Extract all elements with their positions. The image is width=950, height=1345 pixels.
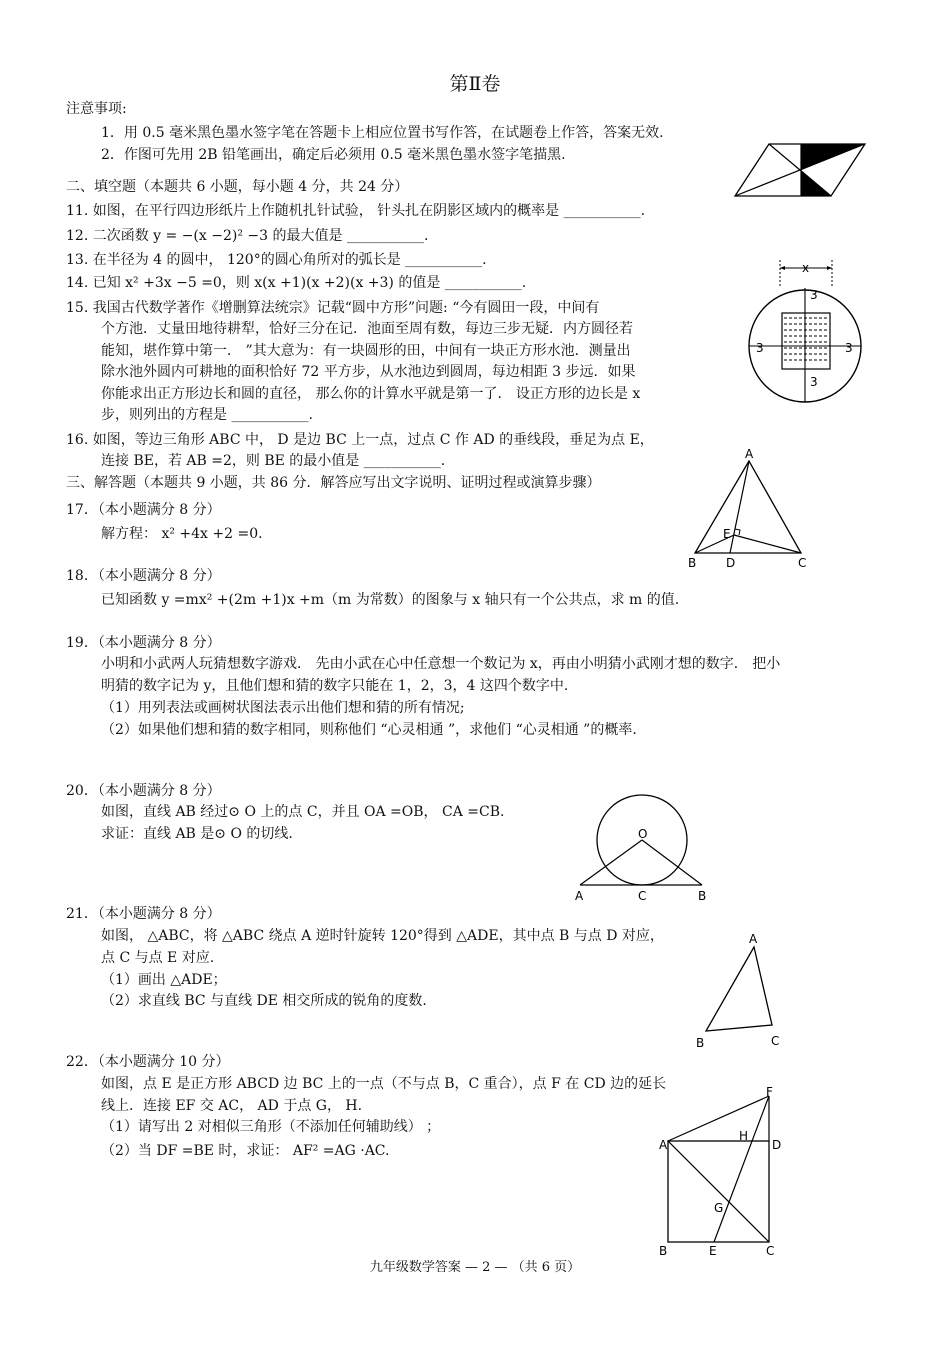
question-19-line-2: 明猜的数字记为 y，且他们想和猜的数字只能在 1，2，3，4 这四个数字中.	[101, 678, 569, 694]
question-20-line-1: 如图，直线 AB 经过⊙ O 上的点 C，并且 OA =OB， CA =CB.	[101, 804, 505, 820]
question-15-line-4: 除水池外圆内可耕地的面积恰好 72 平方步，从水池边到圆周，每边相距 3 步远．如果	[101, 364, 636, 380]
figure-q20-label-a: A	[575, 889, 584, 903]
figure-q22-label-b: B	[659, 1244, 668, 1258]
question-11: 11. 如图，在平行四边形纸片上作随机扎针试验， 针头扎在阴影区域内的概率是 ___________.	[66, 203, 646, 219]
figure-q15-label-left: 3	[756, 341, 764, 355]
figure-q16-label-c: C	[798, 556, 807, 570]
figure-q15-label-right: 3	[845, 341, 853, 355]
figure-q15-circle-square	[740, 258, 875, 403]
question-16-line-1: 16. 如图，等边三角形 ABC 中， D 是边 BC 上一点，过点 C 作 AD 的垂线段，垂足为点 E，	[66, 432, 654, 448]
figure-q15-label-x: x	[802, 261, 810, 275]
figure-q20-label-o: O	[638, 827, 648, 841]
figure-q22-square	[655, 1086, 785, 1258]
figure-q21-triangle	[692, 929, 792, 1054]
figure-q15-label-bottom: 3	[810, 375, 818, 389]
figure-q16-label-a: A	[745, 447, 754, 461]
section-answer-heading: 三、解答题（本题共 9 小题，共 86 分．解答应写出文字说明、证明过程或演算步骤）	[66, 475, 601, 491]
figure-q11-parallelogram	[735, 142, 867, 198]
question-21-part-2: （2）求直线 BC 与直线 DE 相交所成的锐角的度数.	[101, 993, 427, 1009]
question-14: 14. 已知 x² +3x −5 =0，则 x(x +1)(x +2)(x +3) 的值是 ___________.	[66, 275, 527, 291]
figure-q15-label-top: 3	[810, 288, 818, 302]
note-item-1: 1．用 0.5 毫米黑色墨水签字笔在答题卡上相应位置书写作答，在试题卷上作答，答案无效.	[101, 125, 664, 141]
figure-q16-label-e: E	[723, 527, 731, 541]
question-19-part-2: （2）如果他们想和猜的数字相同，则称他们 “心灵相通 ”，求他们 “心灵相通 ”的概率.	[101, 722, 637, 738]
question-15-line-5: 你能求出正方形边长和圆的直径， 那么你的计算水平就是第一了． 设正方形的边长是 x	[101, 386, 641, 402]
figure-q22-label-a: A	[659, 1138, 668, 1152]
question-22-part-2: （2）当 DF =BE 时，求证： AF² =AG ·AC.	[101, 1143, 390, 1159]
section-fill-blank-heading: 二、填空题（本题共 6 小题，每小题 4 分，共 24 分）	[66, 179, 409, 195]
question-22-part-1: （1）请写出 2 对相似三角形（不添加任何辅助线） ；	[101, 1119, 441, 1135]
question-20-line-2: 求证：直线 AB 是⊙ O 的切线.	[101, 826, 293, 842]
question-15-line-6: 步，则列出的方程是 ___________.	[101, 407, 313, 423]
page-footer: 九年级数学答案 — 2 — （共 6 页）	[369, 1260, 581, 1275]
figure-q16-triangle	[685, 447, 815, 572]
figure-q22-label-e: E	[709, 1244, 717, 1258]
figure-q22-label-d: D	[772, 1138, 782, 1152]
figure-q22-label-h: H	[739, 1129, 749, 1143]
question-22-heading: 22．（本小题满分 10 分）	[66, 1054, 230, 1070]
figure-q21-label-b: B	[696, 1036, 705, 1050]
question-21-line-1: 如图， △ABC，将 △ABC 绕点 A 逆时针旋转 120°得到 △ADE，其中点 B 与点 D 对应，	[101, 928, 664, 944]
figure-q22-label-g: G	[714, 1201, 724, 1215]
question-20-heading: 20．（本小题满分 8 分）	[66, 783, 221, 799]
question-19-heading: 19．（本小题满分 8 分）	[66, 635, 221, 651]
figure-q22-label-c: C	[766, 1244, 775, 1258]
question-17-body: 解方程： x² +4x +2 =0.	[101, 526, 263, 542]
question-19-line-1: 小明和小武两人玩猜想数字游戏． 先由小武在心中任意想一个数记为 x，再由小明猜小武刚才想的数字． 把小	[101, 656, 781, 672]
question-15-line-2: 个方池．丈量田地待耕犁，恰好三分在记．池面至周有数，每边三步无疑．内方圆径若	[101, 321, 633, 337]
figure-q16-label-d: D	[726, 556, 736, 570]
figure-q20-label-b: B	[698, 889, 707, 903]
figure-q20-tangent	[572, 795, 717, 905]
question-12: 12. 二次函数 y = −(x −2)² −3 的最大值是 ___________.	[66, 228, 429, 244]
question-16-line-2: 连接 BE，若 AB =2，则 BE 的最小值是 ___________.	[101, 453, 446, 469]
question-13: 13. 在半径为 4 的圆中， 120°的圆心角所对的弧长是 ___________.	[66, 252, 487, 268]
question-18-body: 已知函数 y =mx² +(2m +1)x +m（m 为常数）的图象与 x 轴只有一个公共点，求 m 的值.	[101, 592, 680, 608]
question-17-heading: 17．（本小题满分 8 分）	[66, 502, 221, 518]
question-22-line-2: 线上．连接 EF 交 AC， AD 于点 G， H.	[101, 1098, 363, 1114]
figure-q22-label-f: F	[766, 1085, 773, 1099]
page-title: 第Ⅱ卷	[449, 73, 501, 95]
question-15-line-1: 15. 我国古代数学著作《增删算法统宗》记载“圆中方形”问题: “今有圆田一段，中间有	[66, 300, 600, 316]
figure-q21-label-a: A	[749, 932, 758, 946]
question-21-part-1: （1）画出 △ADE；	[101, 972, 227, 988]
question-18-heading: 18．（本小题满分 8 分）	[66, 568, 221, 584]
question-22-line-1: 如图，点 E 是正方形 ABCD 边 BC 上的一点（不与点 B，C 重合），点 F 在 CD 边的延长	[101, 1076, 667, 1092]
question-19-part-1: （1）用列表法或画树状图法表示出他们想和猜的所有情况;	[101, 700, 465, 716]
figure-q16-label-b: B	[688, 556, 697, 570]
notes-heading: 注意事项:	[66, 101, 127, 117]
question-21-heading: 21．（本小题满分 8 分）	[66, 906, 221, 922]
figure-q21-label-c: C	[771, 1034, 780, 1048]
figure-q20-label-c: C	[638, 889, 647, 903]
question-21-line-2: 点 C 与点 E 对应.	[101, 950, 215, 966]
question-15-line-3: 能知，堪作算中第一． ”其大意为：有一块圆形的田，中间有一块正方形水池．测量出	[101, 343, 631, 359]
note-item-2: 2．作图可先用 2B 铅笔画出，确定后必须用 0.5 毫米黑色墨水签字笔描黑.	[101, 147, 566, 163]
